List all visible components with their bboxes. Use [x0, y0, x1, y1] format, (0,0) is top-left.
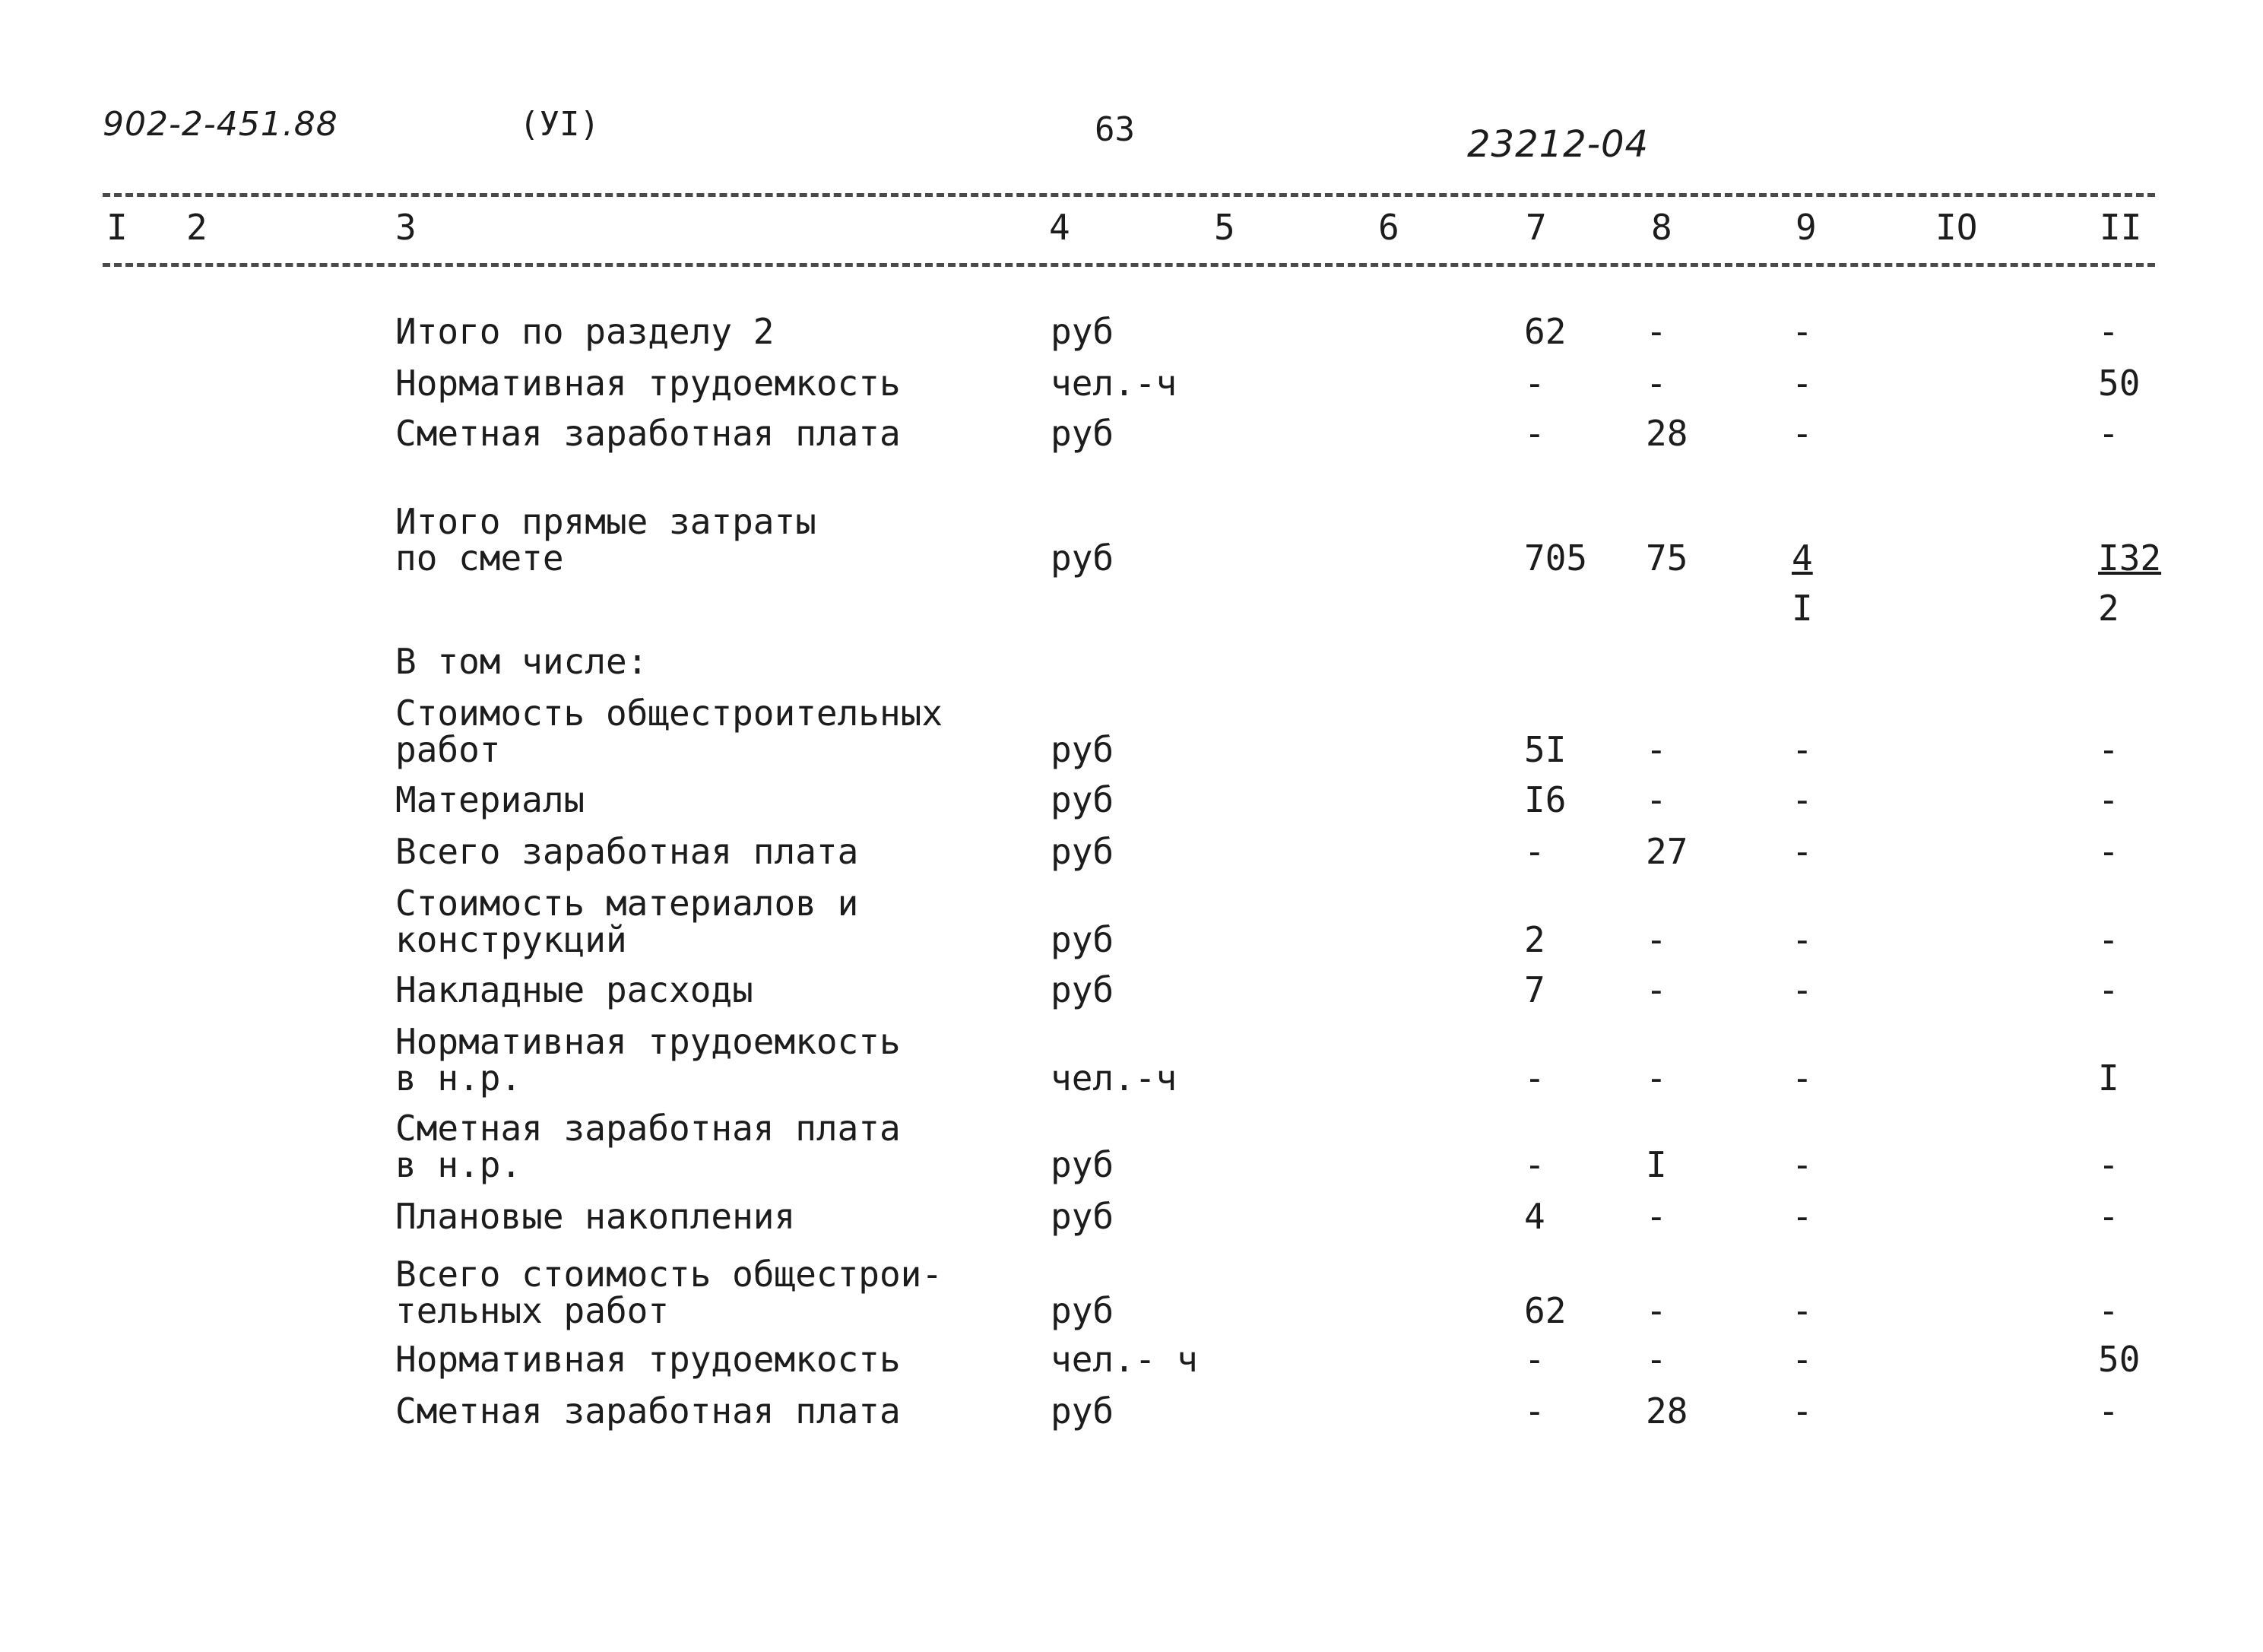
value-col-8: - — [1646, 969, 1667, 1010]
value-col-8: - — [1646, 1196, 1667, 1237]
row-label: Всего стоимость общестрои- — [395, 1254, 943, 1295]
unit-cell: чел.-ч — [1051, 363, 1177, 404]
value-col-9: - — [1792, 1057, 1813, 1099]
value-col-9: - — [1792, 831, 1813, 872]
value-col-11: - — [2098, 969, 2119, 1010]
value-col-8: 28 — [1646, 1390, 1688, 1432]
unit-cell: руб — [1051, 1390, 1114, 1432]
value-col-8: - — [1646, 1057, 1667, 1099]
page-number: 63 — [1095, 110, 1135, 149]
value-col-7: - — [1524, 1144, 1545, 1185]
row-label: тельных работ — [395, 1290, 670, 1331]
value-col-7: - — [1524, 363, 1545, 404]
row-label: Итого прямые затраты — [395, 501, 816, 542]
unit-cell: руб — [1051, 1196, 1114, 1237]
value-col-8: - — [1646, 919, 1667, 960]
unit-cell: руб — [1051, 413, 1114, 454]
value-col-7: - — [1524, 1057, 1545, 1099]
value-col-9: - — [1792, 413, 1813, 454]
value-col-7: 4 — [1524, 1196, 1545, 1237]
value-col-11: - — [2098, 1144, 2119, 1185]
value-col-9: - — [1792, 779, 1813, 820]
row-label: Накладные расходы — [395, 969, 753, 1010]
row-label: Стоимость общестроительных — [395, 693, 943, 734]
value-col-9: - — [1792, 919, 1813, 960]
row-label: в н.р. — [395, 1057, 522, 1099]
row-label: Нормативная трудоемкость — [395, 363, 901, 404]
value-col-7: - — [1524, 1390, 1545, 1432]
volume-number: (УI) — [519, 105, 600, 144]
value-col-8: - — [1646, 729, 1667, 770]
row-label: Всего заработная плата — [395, 831, 859, 872]
value-col-7: 2 — [1524, 919, 1545, 960]
row-label: Стоимость материалов и — [395, 883, 859, 924]
column-header-11: II — [2100, 207, 2142, 248]
value-col-11: I32 — [2098, 537, 2162, 579]
row-label: Сметная заработная плата — [395, 1390, 901, 1432]
value-col-9-sub: I — [1792, 588, 1813, 629]
value-col-9: 4 — [1792, 537, 1813, 579]
column-header-10: IO — [1935, 207, 1978, 248]
value-col-7: - — [1524, 413, 1545, 454]
header-top-divider — [103, 193, 2155, 197]
value-col-11: - — [2098, 729, 2119, 770]
row-label: Сметная заработная плата — [395, 1108, 901, 1149]
archive-code: 23212-04 — [1467, 123, 1650, 166]
value-col-8: 28 — [1646, 413, 1688, 454]
row-label: конструкций — [395, 919, 627, 960]
row-label: В том числе: — [395, 641, 648, 682]
column-header-6: 6 — [1378, 207, 1399, 248]
value-col-8: - — [1646, 779, 1667, 820]
value-col-11: - — [2098, 831, 2119, 872]
value-col-9: - — [1792, 729, 1813, 770]
value-col-9: - — [1792, 1290, 1813, 1331]
unit-cell: руб — [1051, 537, 1114, 579]
value-col-7: I6 — [1524, 779, 1567, 820]
value-col-8: - — [1646, 1290, 1667, 1331]
value-col-11: - — [2098, 779, 2119, 820]
value-col-7: 62 — [1524, 311, 1567, 352]
column-header-7: 7 — [1526, 207, 1547, 248]
value-col-8: I — [1646, 1144, 1667, 1185]
column-header-9: 9 — [1796, 207, 1817, 248]
column-header-4: 4 — [1049, 207, 1070, 248]
document-code: 902-2-451.88 — [103, 105, 338, 144]
row-label: Сметная заработная плата — [395, 413, 901, 454]
value-col-9: - — [1792, 969, 1813, 1010]
value-col-9: - — [1792, 1339, 1813, 1380]
value-col-11: - — [2098, 311, 2119, 352]
unit-cell: руб — [1051, 831, 1114, 872]
value-col-9: - — [1792, 311, 1813, 352]
value-col-8: - — [1646, 363, 1667, 404]
unit-cell: руб — [1051, 919, 1114, 960]
value-col-9: - — [1792, 1196, 1813, 1237]
unit-cell: руб — [1051, 729, 1114, 770]
value-col-9: - — [1792, 1144, 1813, 1185]
column-header-1: I — [106, 207, 128, 248]
value-col-11: - — [2098, 1290, 2119, 1331]
value-col-7: 5I — [1524, 729, 1567, 770]
value-col-11: I — [2098, 1057, 2119, 1099]
value-col-9: - — [1792, 1390, 1813, 1432]
value-col-7: 7 — [1524, 969, 1545, 1010]
unit-cell: руб — [1051, 969, 1114, 1010]
value-col-7: - — [1524, 831, 1545, 872]
value-col-11: 50 — [2098, 1339, 2141, 1380]
unit-cell: руб — [1051, 779, 1114, 820]
row-label: Материалы — [395, 779, 585, 820]
column-header-2: 2 — [186, 207, 208, 248]
column-header-5: 5 — [1214, 207, 1235, 248]
value-col-7: 62 — [1524, 1290, 1567, 1331]
row-label: Нормативная трудоемкость — [395, 1021, 901, 1062]
unit-cell: чел.-ч — [1051, 1057, 1177, 1099]
value-col-11: - — [2098, 1196, 2119, 1237]
value-col-11: - — [2098, 413, 2119, 454]
value-col-8: 27 — [1646, 831, 1688, 872]
unit-cell: чел.- ч — [1051, 1339, 1198, 1380]
unit-cell: руб — [1051, 1290, 1114, 1331]
value-col-8: 75 — [1646, 537, 1688, 579]
value-col-11: - — [2098, 1390, 2119, 1432]
row-label: Итого по разделу 2 — [395, 311, 775, 352]
column-header-3: 3 — [395, 207, 417, 248]
value-col-8: - — [1646, 1339, 1667, 1380]
value-col-9: - — [1792, 363, 1813, 404]
row-label: Нормативная трудоемкость — [395, 1339, 901, 1380]
value-col-7: 705 — [1524, 537, 1588, 579]
row-label: работ — [395, 729, 501, 770]
value-col-11: 50 — [2098, 363, 2141, 404]
column-header-8: 8 — [1651, 207, 1672, 248]
unit-cell: руб — [1051, 311, 1114, 352]
row-label: по смете — [395, 537, 564, 579]
value-col-11: - — [2098, 919, 2119, 960]
row-label: в н.р. — [395, 1144, 522, 1185]
unit-cell: руб — [1051, 1144, 1114, 1185]
value-col-11-sub: 2 — [2098, 588, 2119, 629]
value-col-7: - — [1524, 1339, 1545, 1380]
value-col-8: - — [1646, 311, 1667, 352]
header-bottom-divider — [103, 263, 2155, 267]
row-label: Плановые накопления — [395, 1196, 796, 1237]
